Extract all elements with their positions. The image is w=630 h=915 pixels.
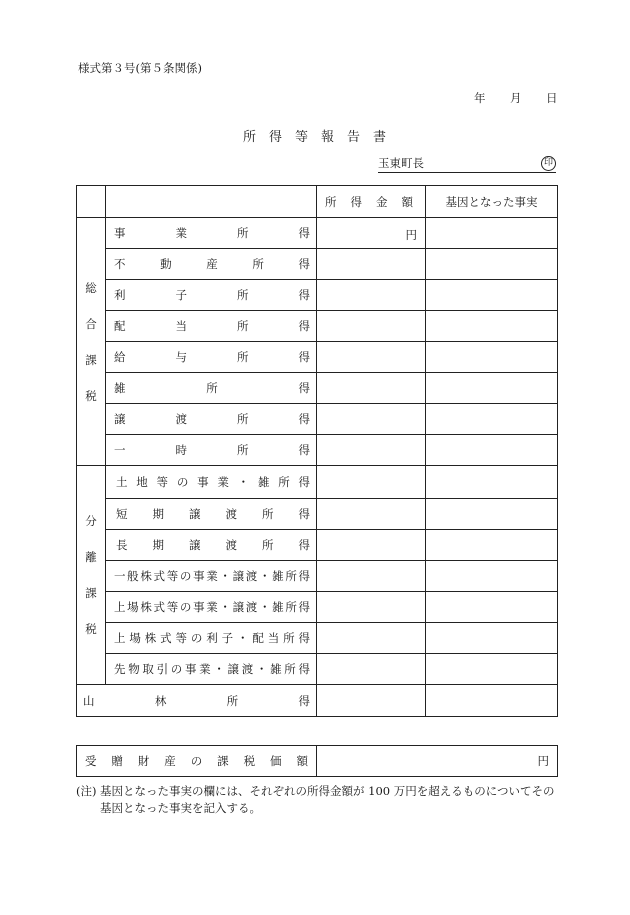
amount-cell[interactable] <box>317 249 426 280</box>
group-char: 課 <box>85 586 97 600</box>
reason-cell[interactable] <box>426 592 558 623</box>
date-month-label: 月 <box>510 91 522 105</box>
document-title <box>0 126 630 145</box>
income-report-table <box>76 185 558 717</box>
title-char: 等 <box>294 130 309 145</box>
group-char: 課 <box>85 352 97 367</box>
gift-value-label: 受贈財産の課税価額 <box>77 746 317 777</box>
group-char: 税 <box>85 388 97 403</box>
form-number: 様式第３号(第５条関係) <box>78 61 202 75</box>
title-char: 告 <box>347 130 362 145</box>
amount-cell[interactable] <box>317 530 426 561</box>
income-item-label: 不動産所得 <box>106 249 317 280</box>
income-item-label: 配当所得 <box>106 311 317 342</box>
reason-cell[interactable] <box>426 466 558 499</box>
reason-cell[interactable] <box>426 654 558 685</box>
date-year-label: 年 <box>474 91 486 105</box>
income-item-label: 長期譲渡所得 <box>106 530 317 561</box>
header-blank-cell <box>106 186 317 218</box>
amount-cell[interactable] <box>317 654 426 685</box>
header-amount: 所得金額 <box>317 186 426 218</box>
header-reason: 基因となった事実 <box>426 186 558 218</box>
footnote <box>76 783 561 817</box>
reason-cell[interactable] <box>426 623 558 654</box>
title-char: 書 <box>373 130 388 145</box>
amount-cell[interactable] <box>317 280 426 311</box>
amount-cell[interactable] <box>317 592 426 623</box>
reason-cell[interactable] <box>426 311 558 342</box>
title-char: 所 <box>242 130 257 145</box>
income-item-label: 先物取引の事業・譲渡・雑所得 <box>106 654 317 685</box>
reason-cell[interactable] <box>426 373 558 404</box>
reason-cell[interactable] <box>426 435 558 466</box>
income-item-label: 雑所得 <box>106 373 317 404</box>
amount-cell[interactable] <box>317 685 426 717</box>
footnote-text: 基因となった事実の欄には、それぞれの所得金額が 100 万円を超えるものについてその基因となった事実を記入する。 <box>100 784 555 815</box>
reason-cell[interactable] <box>426 342 558 373</box>
income-item-label: 事業所得 <box>106 218 317 249</box>
income-item-label: 短期譲渡所得 <box>106 499 317 530</box>
title-char: 得 <box>268 130 283 145</box>
income-item-label: 譲渡所得 <box>106 404 317 435</box>
group-char: 税 <box>85 622 97 636</box>
group-label-separate-taxation <box>77 466 106 685</box>
amount-cell[interactable] <box>317 623 426 654</box>
amount-cell[interactable] <box>317 466 426 499</box>
date-day-label: 日 <box>546 91 558 105</box>
group-char: 分 <box>85 514 97 528</box>
reason-cell[interactable] <box>426 561 558 592</box>
income-item-label: 一般株式等の事業・譲渡・雑所得 <box>106 561 317 592</box>
amount-cell[interactable] <box>317 342 426 373</box>
seal-mark: 印 <box>541 156 556 171</box>
reason-cell[interactable] <box>426 218 558 249</box>
amount-cell[interactable] <box>317 311 426 342</box>
recipient-name: 玉東町長 <box>378 156 424 170</box>
amount-cell[interactable] <box>317 561 426 592</box>
amount-cell[interactable] <box>317 373 426 404</box>
income-item-label: 上場株式等の利子・配当所得 <box>106 623 317 654</box>
reason-cell[interactable] <box>426 280 558 311</box>
reason-cell[interactable] <box>426 404 558 435</box>
amount-cell[interactable] <box>317 404 426 435</box>
reason-cell[interactable] <box>426 685 558 717</box>
gift-tax-table <box>76 745 558 777</box>
group-char: 総 <box>85 280 97 295</box>
reason-cell[interactable] <box>426 530 558 561</box>
reason-cell[interactable] <box>426 249 558 280</box>
income-item-label: 一時所得 <box>106 435 317 466</box>
income-item-label: 土地等の事業・雑所得 <box>106 466 317 499</box>
amount-cell[interactable] <box>317 499 426 530</box>
title-char: 報 <box>321 130 336 145</box>
header-blank-cell <box>77 186 106 218</box>
income-item-label: 上場株式等の事業・譲渡・雑所得 <box>106 592 317 623</box>
gift-value-cell[interactable]: 円 <box>317 746 558 777</box>
recipient-line <box>378 155 556 173</box>
footnote-label: (注) <box>76 784 97 798</box>
income-item-label: 利子所得 <box>106 280 317 311</box>
group-char: 離 <box>85 550 97 564</box>
amount-cell[interactable] <box>317 435 426 466</box>
amount-cell[interactable]: 円 <box>317 218 426 249</box>
reason-cell[interactable] <box>426 499 558 530</box>
income-item-label: 給与所得 <box>106 342 317 373</box>
income-item-label-forest: 山林所得 <box>77 685 317 717</box>
group-char: 合 <box>85 316 97 331</box>
group-label-general-taxation <box>77 218 106 466</box>
